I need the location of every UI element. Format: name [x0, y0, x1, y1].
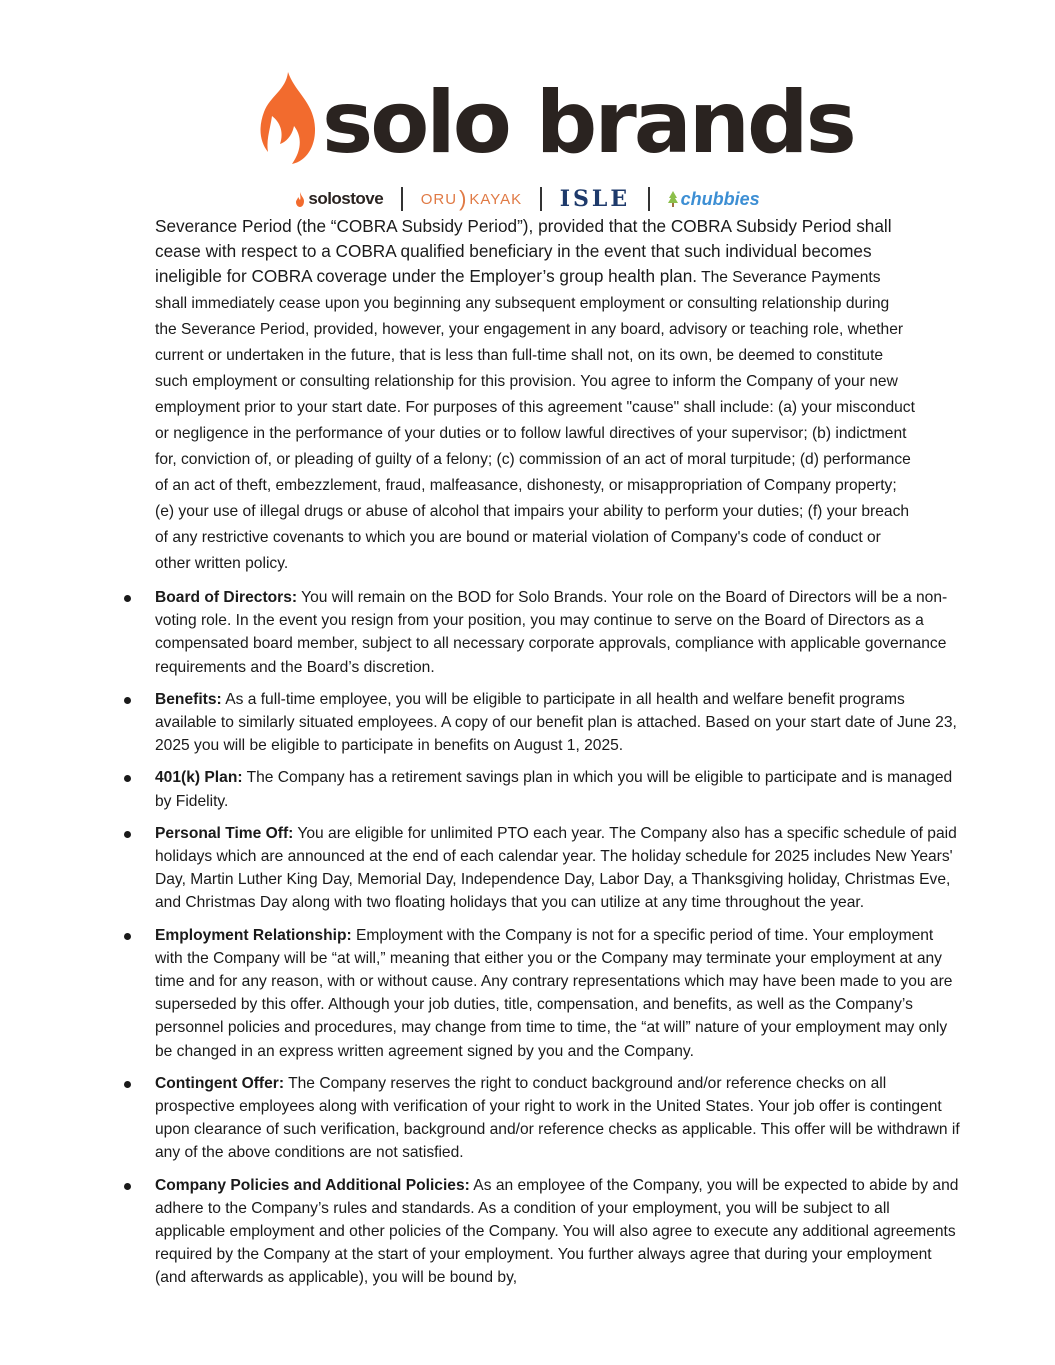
list-item: [0, 586, 960, 679]
bullet-icon: [124, 775, 131, 782]
brand-divider: [648, 187, 650, 211]
bullet-icon: [124, 697, 131, 704]
flame-icon: [258, 70, 322, 166]
list-item: [0, 822, 960, 915]
bullet-text: As a full-time employee, you will be eligible to participate in all health and welfare benefit programs available to similarly situated employees. A copy of our benefit plan is attached. Based on your start date of June 23, 2025 you will be eligible to participate in benefits on August 1, 2025.: [155, 690, 957, 755]
bullet-list: [0, 586, 1055, 1290]
list-item: [0, 1174, 960, 1290]
bullet-title: Employment Relationship:: [155, 926, 352, 944]
document-body: [0, 214, 1055, 1299]
mini-flame-icon: [295, 192, 305, 207]
chubbies-logo: [658, 189, 770, 210]
brand-divider: [401, 187, 403, 211]
bullet-title: Company Policies and Additional Policies:: [155, 1176, 470, 1194]
chubbies-label: chubbies: [680, 188, 760, 209]
oru-kayak-logo: [411, 186, 532, 212]
solo-brands-logo: [0, 66, 1055, 216]
bullet-icon: [124, 1081, 131, 1088]
bullet-text: You will remain on the BOD for Solo Brands. Your role on the Board of Directors will be a non-voting role. In the event you resign from your position, you may continue to serve on the Board of Directors as a compensated board member, subject to all necessary corporate approvals, compliance with applicable governance requirements and the Board’s discretion.: [155, 589, 948, 676]
lead-text: Severance Period (the “COBRA Subsidy Period”), provided that the COBRA Subsidy Period shall cease with respect to a COBRA qualified beneficiary in the event that such individual becomes ineligible for COBRA coverage under the Employer’s group health plan.: [155, 216, 892, 286]
isle-logo: [550, 186, 640, 212]
tree-icon: [668, 191, 678, 207]
bullet-text: Employment with the Company is not for a specific period of time. Your employment with the Company will be “at will,” meaning that either you or the Company may terminate your employment at any time and for any reason, with or without cause. Any contrary representations which may have been made to you are superseded by this offer. Although your job duties, title, compensation, and benefits, as well as the Company’s personnel policies and procedures, may change from time to time, the “at will” nature of your employment may only be changed in an express written agreement signed by you and the Company.: [155, 926, 953, 1060]
kayak-label: KAYAK: [469, 190, 523, 208]
solostove-label: solostove: [308, 189, 384, 208]
isle-label: ISLE: [559, 186, 631, 212]
bullet-icon: [124, 1183, 131, 1190]
list-item: [0, 1072, 960, 1165]
bullet-title: Contingent Offer:: [155, 1074, 285, 1092]
solostove-logo: [285, 189, 393, 209]
bullet-text: The Company has a retirement savings plan in which you will be eligible to participate and is managed by Fidelity.: [155, 769, 953, 810]
bullet-text: As an employee of the Company, you will be expected to abide by and adhere to the Company’s rules and standards. As a condition of your employment, you will be subject to all applicable employment and other policies of the Company. You will also agree to execute any additional agreements required by the Company at the start of your employment. You further always agree that during your employment (and afterwards as applicable), you will be bound by,: [155, 1176, 959, 1287]
oru-label: ORU: [420, 190, 458, 208]
list-item: [0, 924, 960, 1063]
bullet-icon: [124, 831, 131, 838]
lead-tail-text: The Severance Payments shall immediately cease upon you beginning any subsequent employment or consulting relationship during the Severance Period, provided, however, your engagement in any board, advisory or teaching role, whether current or undertaken in the future, that is less than full-time shall not, on its own, be deemed to constitute such employment or consulting relationship for this provision. You agree to inform the Company of your new employment prior to your start date. For purposes of this agreement "cause" shall include: (a) your misconduct or negligence in the performance of your duties or to follow lawful directives of your supervisor; (b) indictment for, conviction of, or pleading of guilty of a felony; (c) commission of an act of moral turpitude; (d) performance of an act of theft, embezzlement, fraud, malfeasance, dishonesty, or misappropriation of Company property; (e) your use of illegal drugs or abuse of alcohol that impairs your ability to perform your duties; (f) your breach of any restrictive covenants to which you are bound or material violation of Company's code of conduct or other written policy.: [155, 269, 915, 572]
lead-paragraph: [155, 214, 915, 576]
bullet-text: The Company reserves the right to conduct background and/or reference checks on all prospective employees along with verification of your right to work in the United States. Your job offer is contingent upon clearance of such verification, background and/or reference checks as applicable. This offer will be withdrawn if any of the above conditions are not satisfied.: [155, 1074, 960, 1162]
brand-divider: [540, 187, 542, 211]
sub-brand-strip: [0, 184, 1055, 214]
bullet-icon: [124, 933, 131, 940]
list-item: [0, 688, 960, 758]
bullet-icon: [124, 595, 131, 602]
brand-name: solo brands: [322, 73, 854, 173]
bullet-title: Board of Directors:: [155, 589, 298, 606]
bullet-title: Personal Time Off:: [155, 824, 294, 842]
bullet-title: 401(k) Plan:: [155, 769, 243, 787]
bullet-title: Benefits:: [155, 690, 222, 708]
oru-paren-icon: ): [459, 186, 468, 211]
list-item: [0, 766, 960, 812]
bullet-text: You are eligible for unlimited PTO each year. The Company also has a specific schedule of paid holidays which are announced at the end of each calendar year. The holiday schedule for 2025 includes New Years' Day, Martin Luther King Day, Memorial Day, Independence Day, Labor Day, a Thanksgiving holiday, Christmas Eve, and Christmas Day along with two floating holidays that you can utilize at any time throughout the year.: [155, 824, 957, 912]
